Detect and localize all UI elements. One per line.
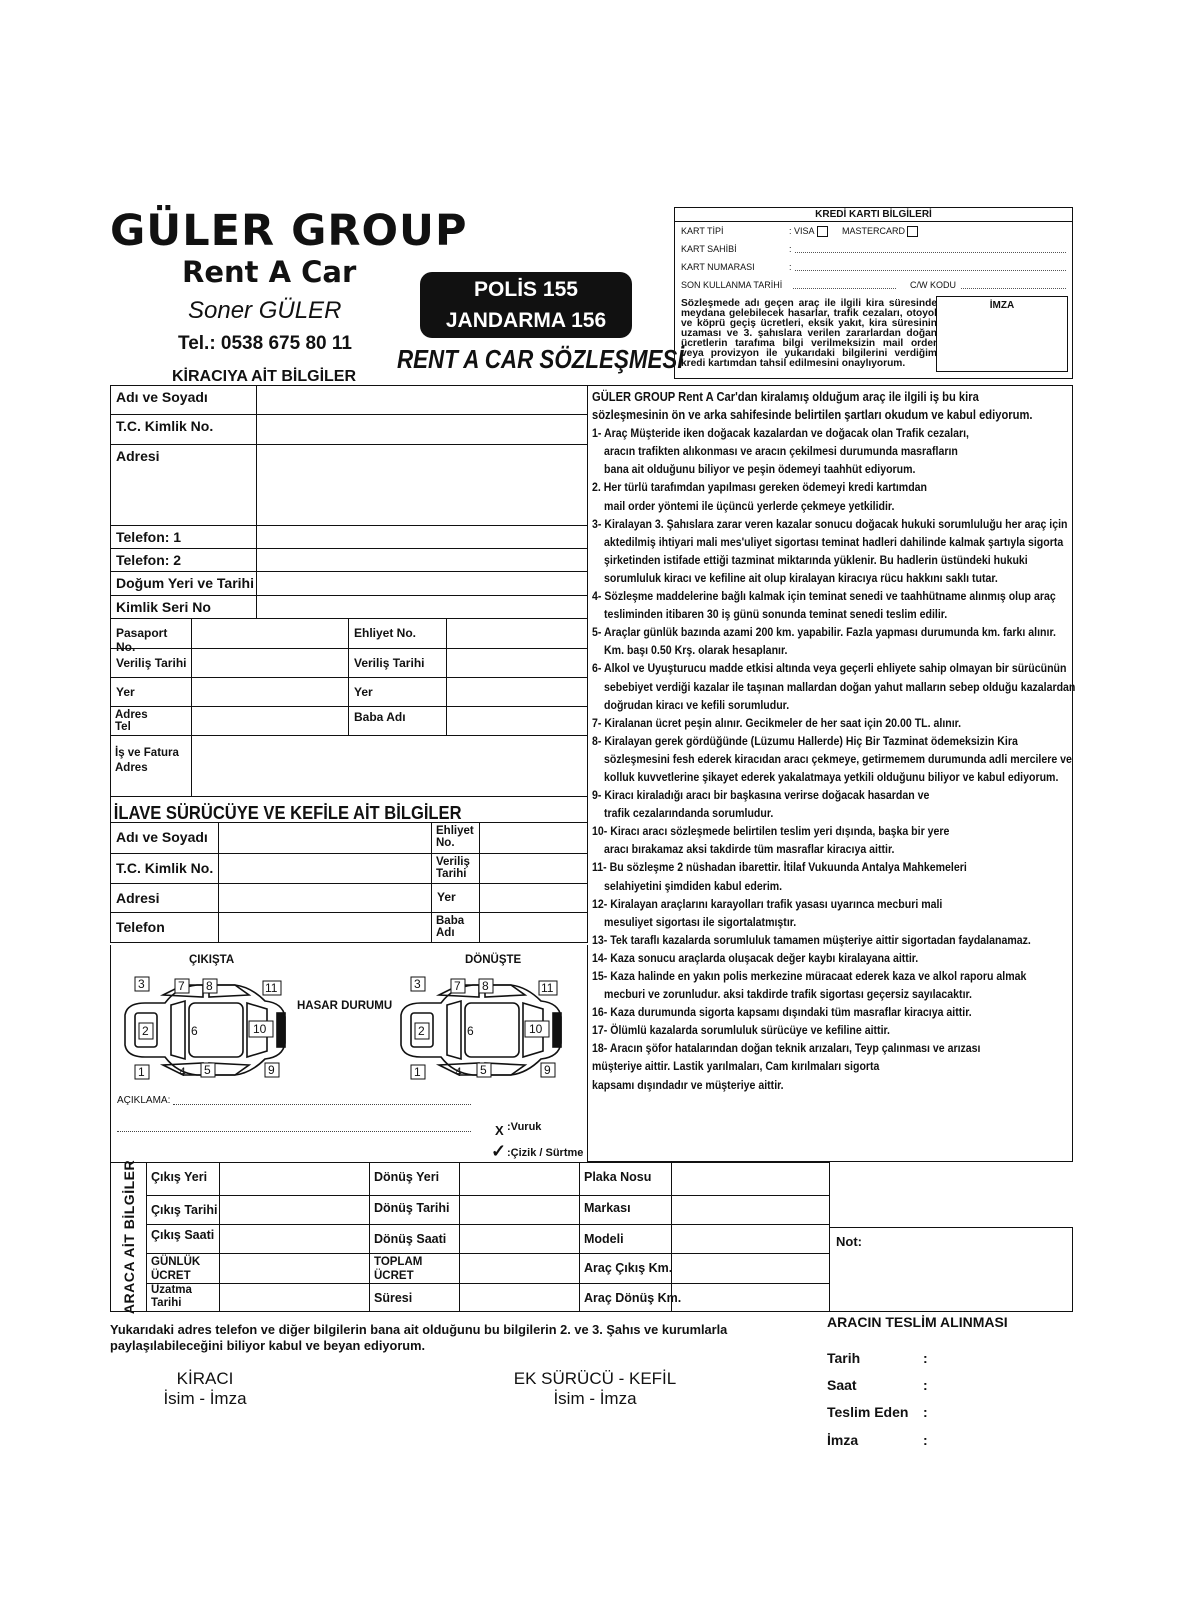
svg-text:9: 9 [268, 1063, 275, 1077]
license-place-field[interactable] [447, 678, 587, 706]
term-line: aktedilmiş ihtiyari mali mes'uliyet sigortası teminat hadleri dahilinde kalmak şartıyla sigorta [604, 534, 1064, 549]
exit-km-label: Araç Çıkış Km. [580, 1254, 672, 1283]
card-type-row [681, 224, 1066, 238]
tenant-name-label: Adı ve Soyadı [111, 386, 257, 414]
exit-time-field[interactable] [220, 1225, 370, 1253]
exit-km-field[interactable] [672, 1254, 829, 1283]
term-line: aracın trafikten alıkonması ve aracın çekilmesi durumunda masrafların [604, 444, 958, 459]
additional-phone-label: Telefon [111, 913, 219, 942]
return-date-label: Dönüş Tarihi [370, 1196, 460, 1224]
card-authorization-text: Sözleşmede adı geçen araç ile ilgili kira süresinde meydana gelebilecek hasarlar, trafik cezaları, otoyol ve köprü geçiş ücretleri, eksik yakıt, kira süresinin uzaması ve 3. şahıslara verilen zararlardan doğan ücretlerin tarafıma bilgi verilmeksizin mail order veya provizyon ile yukarıdaki bilgilerini verdiğim kredi kartımdan tahsil edilmesini onaylıyorum. [681, 298, 937, 369]
term-line: 18- Aracın şöfor hatalarından doğan teknik arızaları, Teyp çalınması ve arızası [592, 1041, 981, 1056]
tenant-id-serial-field[interactable] [257, 596, 587, 618]
issue-date-row [111, 649, 587, 678]
additional-issue-label: Veriliş Tarihi [432, 854, 480, 883]
emergency-numbers-badge [420, 272, 632, 338]
additional-tc-field[interactable] [219, 854, 432, 883]
tenant-phone1-row [111, 526, 587, 549]
svg-text:4: 4 [179, 1065, 186, 1079]
term-line: sorumluluk kiracı ve kefiline ait olup kiralayan kiracıya rücu hakkını saklı tutar. [604, 570, 998, 585]
driver-sign-caption: İsim - İmza [553, 1389, 637, 1408]
extension-date-field[interactable] [220, 1284, 370, 1311]
term-line: 11- Bu sözleşme 2 nüshadan ibarettir. İtilaf Vukuunda Antalya Mahkemeleri [592, 860, 967, 875]
svg-text:10: 10 [529, 1022, 543, 1036]
exit-place-field[interactable] [220, 1163, 370, 1195]
address-tel-row [111, 707, 587, 736]
extension-date-label: Uzatma Tarihi [147, 1284, 220, 1311]
exit-time-label: Çıkış Saati [147, 1225, 220, 1253]
term-line: 17- Ölümlü kazalarda sorumluluk sürücüye ve kefiline aittir. [592, 1023, 890, 1038]
exit-place-label: Çıkış Yeri [147, 1163, 220, 1195]
term-line: trafik cezalarındanda sorumludur. [604, 806, 774, 821]
duration-field[interactable] [460, 1284, 580, 1311]
card-signature-box[interactable] [936, 296, 1068, 372]
term-line: 2. Her türlü tarafımdan yapılması gereken ödemeyi kredi kartımdan [592, 480, 928, 495]
term-line: mecburi ve zorunludur. aksi takdirde trafik sigortası geçersiz sayılacaktır. [604, 987, 972, 1002]
term-line: şirketinden istifade ettiği tazminat miktarında yüklenir. Bu hadlerin üstündeki hukuki [604, 552, 1028, 567]
exit-date-label: Çıkış Tarihi [147, 1196, 220, 1224]
expiry-row [681, 278, 1066, 292]
note-box[interactable] [830, 1227, 1073, 1312]
tenant-info-table [110, 385, 588, 943]
tenant-tc-label: T.C. Kimlik No. [111, 415, 257, 444]
plate-label: Plaka Nosu [580, 1163, 672, 1195]
company-subtitle: Rent A Car [182, 255, 357, 289]
svg-text:3: 3 [138, 977, 145, 991]
delivery-title: ARACIN TESLİM ALINMASI [827, 1314, 1008, 1330]
term-line: 1- Araç Müşteride iken doğacak kazalardan ve doğacak olan Trafik cezaları, [592, 426, 969, 441]
term-line: 7- Kiralanan ücret peşin alınır. Gecikmeler de her saat için 20.00 TL. alınır. [592, 715, 962, 730]
vehicle-row-5 [147, 1284, 829, 1311]
delivery-date-row[interactable]: Tarih : [827, 1350, 928, 1366]
term-line: sebebiyet verdiği kazalar ile taşınan mallardan doğan yahut malların sebep olduğu kazalardan [604, 679, 1076, 694]
additional-phone-row [111, 913, 587, 942]
document-title: RENT A CAR SÖZLEŞMESİ [397, 344, 684, 374]
tenant-phone2-label: Telefon: 2 [111, 549, 257, 571]
work-address-row [111, 736, 587, 797]
expiry-label: SON KULLANMA TARİHİ [681, 280, 783, 290]
vehicle-section-side-title: ARACA AİT BİLGİLER [111, 1163, 147, 1311]
daily-price-field[interactable] [220, 1254, 370, 1283]
term-line: 14- Kaza sonucu araçlarda oluşacak değer kaybı kiralayana aittir. [592, 950, 919, 965]
tenant-sign-caption: İsim - İmza [163, 1389, 247, 1408]
additional-address-row [111, 884, 587, 913]
term-line: 3- Kiralayan 3. Şahıslara zarar veren kazalar sonucu doğacak hukuki sorumluluğu her araç için [592, 516, 1068, 531]
return-place-field[interactable] [460, 1163, 580, 1195]
declaration-text: Yukarıdaki adres telefon ve diğer bilgilerin bana ait olduğunu bu bilgilerin 2. ve 3. Şahıs ve kurumlarla paylaşılabileceğini biliyor kabul ve beyan ediyorum. [110, 1322, 728, 1353]
license-field[interactable] [447, 619, 587, 648]
license-issue-date-label: Veriliş Tarihi [349, 649, 447, 677]
term-line: 9- Kiracı kiraladığı aracı bir başkasına verirse doğacak hasardan ve [592, 788, 930, 803]
police-number: POLİS 155 [474, 278, 578, 301]
svg-text:6: 6 [467, 1024, 474, 1038]
mastercard-checkbox[interactable] [907, 226, 918, 237]
term-line: aracı bırakamaz aksi takdirde tüm masraflar kiracıya aittir. [604, 842, 895, 857]
vehicle-row-2 [147, 1196, 829, 1225]
term-line: selahiyetini şimdiden kabul ederim. [604, 878, 783, 893]
return-date-field[interactable] [460, 1196, 580, 1224]
cvv-label: C/W KODU [910, 280, 956, 290]
term-line: 15- Kaza halinde en yakın polis merkezine müracaat ederek kaza ve alkol raporu almak [592, 969, 1027, 983]
additional-name-row [111, 823, 587, 854]
term-line: 12- Kiralayan araçlarını karayolları trafik yasası uyarınca mecburi mali [592, 896, 943, 911]
svg-text:4: 4 [455, 1065, 462, 1079]
tenant-id-serial-label: Kimlik Seri No [111, 596, 257, 618]
delivered-by-row[interactable]: Teslim Eden : [827, 1404, 928, 1420]
term-line: doğrudan kiracı ve kefili sorumludur. [604, 697, 790, 712]
license-place-label: Yer [349, 678, 447, 706]
tenant-phone2-field[interactable] [257, 549, 587, 571]
model-label: Modeli [580, 1225, 672, 1253]
tenant-section-title: KİRACIYA AİT BİLGİLER [172, 368, 357, 385]
svg-text:5: 5 [480, 1063, 487, 1077]
additional-father-label: Baba Adı [432, 913, 480, 942]
term-line: 10- Kiracı aracı sözleşmede belirtilen teslim yeri dışında, başka bir yere [592, 824, 950, 839]
tenant-name-row [111, 386, 587, 415]
work-address-field[interactable] [192, 736, 587, 796]
total-price-label: TOPLAM ÜCRET [370, 1254, 460, 1283]
term-line: tesliminden itibaren 30 iş günü sonunda teminat senedi teslim edilir. [604, 607, 948, 622]
additional-father-field[interactable] [480, 913, 587, 942]
credit-card-title: KREDİ KARTI BİLGİLERİ [675, 208, 1072, 222]
issue-date-label: Veriliş Tarihi [111, 649, 192, 677]
father-name-label: Baba Adı [349, 707, 447, 735]
place-row [111, 678, 587, 707]
term-line: 16- Kaza durumunda sigorta kapsamı dışındaki tüm masraflar kiracıya aittir. [592, 1005, 972, 1020]
additional-place-field[interactable] [480, 884, 587, 912]
tenant-address-label: Adresi [111, 445, 257, 525]
card-type-label: KART TİPİ [681, 226, 724, 236]
scratch-legend: :Çizik / Sürtme [507, 1147, 584, 1159]
term-line: 8- Kiralayan gerek gördüğünde (Lüzumu Hallerde) Hiç Bir Tazminat ödemeksizin Kira [592, 733, 1018, 748]
address-tel-label: Adres Tel [111, 707, 192, 735]
expiry-field[interactable] [793, 278, 896, 289]
brand-field[interactable] [672, 1196, 829, 1224]
tenant-phone1-field[interactable] [257, 526, 587, 548]
delivery-signature-row[interactable]: İmza : [827, 1432, 928, 1448]
vehicle-row-4 [147, 1254, 829, 1284]
return-place-label: Dönüş Yeri [370, 1163, 460, 1195]
tenant-phone2-row [111, 549, 587, 572]
company-phone: Tel.: 0538 675 80 11 [178, 333, 352, 354]
place-label: Yer [111, 678, 192, 706]
return-time-field[interactable] [460, 1225, 580, 1253]
tenant-birth-row [111, 572, 587, 596]
return-km-label: Araç Dönüş Km. [580, 1284, 672, 1311]
term-line: kolluk kuvvetlerine şikayet ederek yakalatmaya yetkili olduğunu biliyor ve kabul ediyorum. [604, 769, 1059, 784]
card-holder-label: KART SAHİBİ [681, 244, 737, 254]
tenant-phone1-label: Telefon: 1 [111, 526, 257, 548]
brand-label: Markası [580, 1196, 672, 1224]
work-address-label: İş ve Fatura Adres [111, 736, 192, 796]
visa-checkbox[interactable] [817, 226, 828, 237]
svg-text:1: 1 [138, 1065, 145, 1079]
gendarmerie-number: JANDARMA 156 [445, 309, 607, 332]
svg-text:6: 6 [191, 1024, 198, 1038]
term-line: müşteriye aittir. Lastik yarılmaları, Cam kırılmaları sigorta [592, 1059, 880, 1074]
tenant-address-row [111, 445, 587, 526]
check-mark-icon: ✓ [491, 1141, 507, 1161]
tenant-sign-title: KİRACI [176, 1369, 234, 1388]
additional-place-label: Yer [432, 884, 480, 912]
term-line: 5- Araçlar günlük bazında azami 200 km. yapabilir. Fazla yapması durumunda km. farkı alınır. [592, 625, 1056, 640]
explanation-line-1[interactable] [173, 1104, 471, 1105]
exit-date-field[interactable] [220, 1196, 370, 1224]
passport-label: Pasaport No. [111, 619, 192, 648]
card-holder-field[interactable] [795, 242, 1066, 253]
svg-text:8: 8 [206, 979, 213, 993]
model-field[interactable] [672, 1225, 829, 1253]
additional-name-label: Adı ve Soyadı [111, 823, 219, 853]
svg-text:8: 8 [482, 979, 489, 993]
svg-text:10: 10 [253, 1022, 267, 1036]
return-time-label: Dönüş Saati [370, 1225, 460, 1253]
tenant-birth-field[interactable] [257, 572, 587, 595]
vehicle-info-table [110, 1159, 830, 1315]
svg-text:9: 9 [544, 1063, 551, 1077]
terms-list [592, 388, 1076, 1094]
card-number-field[interactable] [795, 260, 1066, 271]
term-line: sözleşmesini fesh ederek kiracıdan aracı çekmeye, getirmemem durumunda adli mercilere ve [604, 751, 1072, 766]
issue-date-field[interactable] [192, 649, 349, 677]
term-line: 13- Tek taraflı kazalarda sorumluluk tamamen müşteriye aittir sigortadan faydalanamaz. [592, 932, 1031, 947]
place-field[interactable] [192, 678, 349, 706]
explanation-line-2[interactable] [117, 1131, 471, 1132]
driver-signature-block[interactable] [495, 1369, 695, 1409]
svg-text:1: 1 [414, 1065, 421, 1079]
damage-section [110, 945, 588, 1163]
visa-option: : VISA MASTERCARD [789, 224, 918, 238]
additional-address-field[interactable] [219, 884, 432, 912]
additional-address-label: Adresi [111, 884, 219, 912]
passport-field[interactable] [192, 619, 349, 648]
credit-card-box [674, 207, 1073, 379]
dent-mark: X [495, 1123, 504, 1138]
dent-legend: :Vuruk [507, 1121, 542, 1133]
exit-label: ÇIKIŞTA [189, 954, 235, 966]
additional-issue-field[interactable] [480, 854, 587, 883]
term-line: bana ait olduğunu biliyor ve peşin ödemeyi taahhüt ediyorum. [604, 462, 916, 477]
owner-name: Soner GÜLER [188, 297, 342, 324]
damage-status-label: HASAR DURUMU [297, 1000, 393, 1012]
svg-text:11: 11 [541, 981, 554, 995]
term-line: 4- Sözleşme maddelerine bağlı kalmak için teminat senedi ve taahhütname alınmış olup araç [592, 589, 1056, 604]
tenant-birth-label: Doğum Yeri ve Tarihi [111, 572, 257, 595]
card-holder-row: KART SAHİBİ : [681, 242, 1066, 256]
tenant-address-field[interactable] [257, 445, 587, 525]
card-signature-label: İMZA [989, 300, 1015, 311]
term-line: mail order yöntemi ile üçüncü yerlerde çekmeye yetkilidir. [604, 498, 895, 513]
additional-license-field[interactable] [480, 823, 587, 853]
term-line: Km. başı 0.50 Krş. olarak hesaplanır. [604, 643, 788, 658]
return-km-field[interactable] [672, 1284, 829, 1311]
tenant-tc-field[interactable] [257, 415, 587, 444]
contract-terms [588, 385, 1076, 1162]
svg-text:7: 7 [454, 979, 461, 993]
svg-text:2: 2 [418, 1024, 425, 1038]
duration-label: Süresi [370, 1284, 460, 1311]
delivery-time-row[interactable]: Saat : [827, 1377, 928, 1393]
term-line: GÜLER GROUP Rent A Car'dan kiralamış olduğum araç ile ilgili iş bu kira [592, 389, 979, 404]
additional-name-field[interactable] [219, 823, 432, 853]
additional-tc-row [111, 854, 587, 884]
additional-title-row [111, 797, 587, 823]
address-tel-field[interactable] [192, 707, 349, 735]
plate-field[interactable] [672, 1163, 829, 1195]
term-line: kapsamı dışındadır ve müşteriye aittir. [592, 1077, 784, 1092]
note-label: Not: [836, 1234, 862, 1249]
return-label: DÖNÜŞTE [465, 954, 522, 966]
explanation-label: AÇIKLAMA: [117, 1095, 171, 1106]
vehicle-row-1 [147, 1163, 829, 1196]
tenant-tc-row [111, 415, 587, 445]
daily-price-label: GÜNLÜK ÜCRET [147, 1254, 220, 1283]
additional-phone-field[interactable] [219, 913, 432, 942]
license-issue-date-field[interactable] [447, 649, 587, 677]
vehicle-row-3 [147, 1225, 829, 1254]
total-price-field[interactable] [460, 1254, 580, 1283]
term-line: 6- Alkol ve Uyuşturucu madde etkisi altında veya geçerli ehliyete sahip olmayan bir sürücünün [592, 661, 1067, 676]
license-label: Ehliyet No. [349, 619, 447, 648]
passport-row [111, 619, 587, 654]
svg-text:7: 7 [178, 979, 185, 993]
driver-sign-title: EK SÜRÜCÜ - KEFİL [513, 1369, 677, 1388]
tenant-id-serial-row [111, 596, 587, 619]
svg-text:2: 2 [142, 1024, 149, 1038]
term-line: sözleşmesinin ön ve arka sahifesinde belirtilen şartları okudum ve kabul ediyorum. [592, 407, 1033, 423]
father-name-field[interactable] [447, 707, 587, 735]
cvv-field[interactable] [961, 278, 1066, 289]
tenant-signature-block[interactable] [130, 1369, 280, 1409]
company-name: GÜLER GROUP [110, 206, 468, 256]
tenant-name-field[interactable] [257, 386, 587, 414]
term-line: mesuliyet sigortası ile sigortalatmıştır. [604, 914, 797, 929]
svg-text:11: 11 [265, 981, 278, 995]
card-number-label: KART NUMARASI [681, 262, 755, 272]
card-number-row: KART NUMARASI : [681, 260, 1066, 274]
svg-text:3: 3 [414, 977, 421, 991]
car-diagram-return[interactable] [393, 973, 568, 1086]
additional-driver-title: İLAVE SÜRÜCÜYE VE KEFİLE AİT BİLGİLER [113, 803, 462, 823]
car-diagram-exit[interactable] [117, 973, 292, 1086]
additional-tc-label: T.C. Kimlik No. [111, 854, 219, 883]
svg-text:5: 5 [204, 1063, 211, 1077]
additional-license-label: Ehliyet No. [432, 823, 480, 853]
